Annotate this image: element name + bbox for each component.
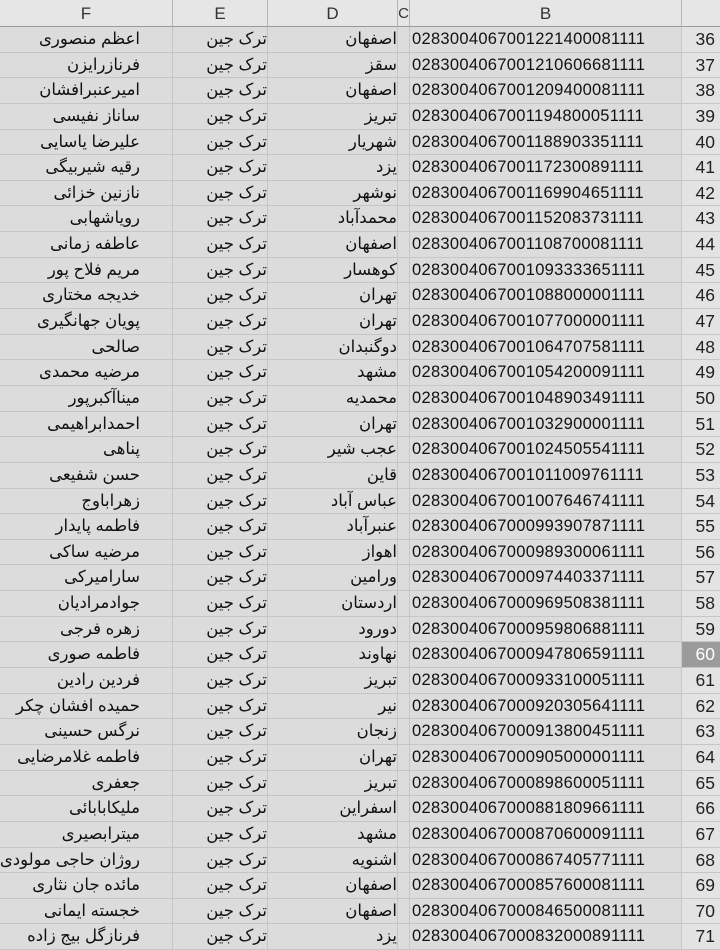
row-number[interactable]: 41	[682, 155, 720, 181]
cell-code[interactable]: 0283004067000881809661111	[410, 796, 682, 822]
cell-city[interactable]: کوهسار	[268, 258, 398, 284]
cell-city[interactable]: اهواز	[268, 540, 398, 566]
table-row	[0, 873, 720, 899]
overflow-indicator	[268, 309, 269, 334]
table-row	[0, 258, 720, 284]
cell-city[interactable]: ورامین	[268, 565, 398, 591]
cell-code[interactable]: 0283004067001188903351111	[410, 130, 682, 156]
cell-name[interactable]: سارامیرکی	[0, 565, 173, 591]
cell-product[interactable]: ترک جین	[173, 386, 268, 412]
row-number[interactable]: 55	[682, 514, 720, 540]
cell-code[interactable]: 0283004067000846500081111	[410, 899, 682, 925]
cell-product[interactable]: ترک جین	[173, 591, 268, 617]
cell-name[interactable]: مائده جان نثاری	[0, 873, 173, 899]
row-number[interactable]: 64	[682, 745, 720, 771]
cell-city[interactable]: اشنویه	[268, 848, 398, 874]
overflow-indicator	[268, 27, 269, 52]
cell-c[interactable]	[398, 642, 410, 668]
cell-product[interactable]: ترک جین	[173, 540, 268, 566]
overflow-indicator	[268, 53, 269, 78]
cell-name[interactable]: نرگس حسینی	[0, 719, 173, 745]
cell-product[interactable]: ترک جین	[173, 27, 268, 53]
row-number[interactable]: 70	[682, 899, 720, 925]
table-row	[0, 617, 720, 643]
cell-city[interactable]: عباس آباد	[268, 489, 398, 515]
column-header-d[interactable]: D	[268, 0, 398, 27]
grid-rows	[0, 27, 720, 950]
cell-product[interactable]: ترک جین	[173, 873, 268, 899]
cell-name[interactable]: مرضیه محمدی	[0, 360, 173, 386]
cell-c[interactable]	[398, 514, 410, 540]
cell-city[interactable]: اصفهان	[268, 873, 398, 899]
cell-product[interactable]: ترک جین	[173, 514, 268, 540]
table-row	[0, 360, 720, 386]
cell-city[interactable]: سقز	[268, 53, 398, 79]
cell-city[interactable]: تبریز	[268, 668, 398, 694]
cell-c[interactable]	[398, 565, 410, 591]
cell-name[interactable]: میترابصیری	[0, 822, 173, 848]
row-number[interactable]: 63	[682, 719, 720, 745]
table-row	[0, 771, 720, 797]
cell-name[interactable]: زهره فرجی	[0, 617, 173, 643]
row-number[interactable]: 68	[682, 848, 720, 874]
cell-name[interactable]: فرنازگل بیج زاده	[0, 924, 173, 950]
row-number[interactable]: 67	[682, 822, 720, 848]
cell-product[interactable]: ترک جین	[173, 181, 268, 207]
cell-c[interactable]	[398, 924, 410, 950]
table-row	[0, 104, 720, 130]
row-number[interactable]: 58	[682, 591, 720, 617]
row-number[interactable]: 51	[682, 412, 720, 438]
row-number[interactable]: 61	[682, 668, 720, 694]
cell-c[interactable]	[398, 155, 410, 181]
cell-city[interactable]: تهران	[268, 745, 398, 771]
cell-product[interactable]: ترک جین	[173, 924, 268, 950]
cell-name[interactable]: جعفری	[0, 771, 173, 797]
cell-code[interactable]: 0283004067001007646741111	[410, 489, 682, 515]
cell-name[interactable]: امیرعنبرافشان	[0, 78, 173, 104]
cell-c[interactable]	[398, 668, 410, 694]
cell-code[interactable]: 0283004067001210606681111	[410, 53, 682, 79]
cell-product[interactable]: ترک جین	[173, 796, 268, 822]
cell-product[interactable]: ترک جین	[173, 360, 268, 386]
cell-c[interactable]	[398, 283, 410, 309]
overflow-indicator	[268, 104, 269, 129]
overflow-indicator	[268, 924, 269, 949]
row-number[interactable]: 52	[682, 437, 720, 463]
cell-c[interactable]	[398, 745, 410, 771]
cell-code[interactable]: 0283004067000993907871111	[410, 514, 682, 540]
overflow-indicator	[268, 437, 269, 462]
cell-c[interactable]	[398, 796, 410, 822]
cell-code[interactable]: 0283004067001209400081111	[410, 78, 682, 104]
cell-product[interactable]: ترک جین	[173, 565, 268, 591]
row-number[interactable]: 66	[682, 796, 720, 822]
cell-city[interactable]: مشهد	[268, 822, 398, 848]
cell-code[interactable]: 0283004067000989300061111	[410, 540, 682, 566]
row-number[interactable]: 43	[682, 206, 720, 232]
table-row	[0, 386, 720, 412]
column-header-f[interactable]: F	[0, 0, 173, 27]
cell-city[interactable]: تبریز	[268, 771, 398, 797]
cell-c[interactable]	[398, 822, 410, 848]
cell-c[interactable]	[398, 463, 410, 489]
row-number[interactable]: 37	[682, 53, 720, 79]
cell-city[interactable]: دوگنبدان	[268, 335, 398, 361]
cell-product[interactable]: ترک جین	[173, 489, 268, 515]
table-row	[0, 335, 720, 361]
row-number[interactable]: 56	[682, 540, 720, 566]
overflow-indicator	[268, 412, 269, 437]
overflow-indicator	[268, 130, 269, 155]
cell-code[interactable]: 0283004067001152083731111	[410, 206, 682, 232]
overflow-indicator	[268, 796, 269, 821]
table-row	[0, 745, 720, 771]
select-all-corner[interactable]	[682, 0, 720, 27]
cell-name[interactable]: میناآکبرپور	[0, 386, 173, 412]
cell-city[interactable]: عجب شیر	[268, 437, 398, 463]
cell-c[interactable]	[398, 232, 410, 258]
row-number[interactable]: 54	[682, 489, 720, 515]
overflow-indicator	[268, 258, 269, 283]
cell-code[interactable]: 0283004067000933100051111	[410, 668, 682, 694]
cell-code[interactable]: 0283004067000898600051111	[410, 771, 682, 797]
cell-city[interactable]: شهریار	[268, 130, 398, 156]
cell-product[interactable]: ترک جین	[173, 719, 268, 745]
table-row	[0, 206, 720, 232]
table-row	[0, 514, 720, 540]
cell-name[interactable]: فردین رادین	[0, 668, 173, 694]
table-row	[0, 155, 720, 181]
cell-city[interactable]: محمدیه	[268, 386, 398, 412]
cell-city[interactable]: نهاوند	[268, 642, 398, 668]
overflow-indicator	[268, 873, 269, 898]
cell-name[interactable]: نازنین خزائی	[0, 181, 173, 207]
cell-name[interactable]: حسن شفیعی	[0, 463, 173, 489]
cell-code[interactable]: 0283004067001064707581111	[410, 335, 682, 361]
row-number[interactable]: 46	[682, 283, 720, 309]
overflow-indicator	[268, 745, 269, 770]
cell-product[interactable]: ترک جین	[173, 668, 268, 694]
cell-c[interactable]	[398, 899, 410, 925]
cell-city[interactable]: اسفراین	[268, 796, 398, 822]
cell-product[interactable]: ترک جین	[173, 155, 268, 181]
cell-code[interactable]: 0283004067001093333651111	[410, 258, 682, 284]
table-row	[0, 283, 720, 309]
row-number[interactable]: 39	[682, 104, 720, 130]
table-row	[0, 642, 720, 668]
table-row	[0, 412, 720, 438]
cell-c[interactable]	[398, 412, 410, 438]
cell-product[interactable]: ترک جین	[173, 617, 268, 643]
row-number[interactable]: 50	[682, 386, 720, 412]
cell-city[interactable]: زنجان	[268, 719, 398, 745]
row-number[interactable]: 71	[682, 924, 720, 950]
table-row	[0, 27, 720, 53]
overflow-indicator	[268, 591, 269, 616]
overflow-indicator	[268, 360, 269, 385]
cell-c[interactable]	[398, 335, 410, 361]
cell-c[interactable]	[398, 540, 410, 566]
cell-name[interactable]: حمیده افشان چکر	[0, 694, 173, 720]
cell-name[interactable]: ملیکابابائی	[0, 796, 173, 822]
cell-city[interactable]: تهران	[268, 309, 398, 335]
cell-product[interactable]: ترک جین	[173, 309, 268, 335]
cell-c[interactable]	[398, 591, 410, 617]
cell-c[interactable]	[398, 386, 410, 412]
overflow-indicator	[268, 232, 269, 257]
cell-code[interactable]: 0283004067000947806591111	[410, 642, 682, 668]
table-row	[0, 181, 720, 207]
cell-c[interactable]	[398, 130, 410, 156]
cell-c[interactable]	[398, 437, 410, 463]
row-number[interactable]: 48	[682, 335, 720, 361]
cell-product[interactable]: ترک جین	[173, 463, 268, 489]
cell-city[interactable]: اصفهان	[268, 78, 398, 104]
table-row	[0, 668, 720, 694]
row-number[interactable]: 45	[682, 258, 720, 284]
cell-product[interactable]: ترک جین	[173, 412, 268, 438]
overflow-indicator	[268, 78, 269, 103]
table-row	[0, 309, 720, 335]
row-number[interactable]: 60	[682, 642, 720, 668]
table-row	[0, 591, 720, 617]
row-number[interactable]: 36	[682, 27, 720, 53]
row-number[interactable]: 69	[682, 873, 720, 899]
cell-code[interactable]: 0283004067001032900001111	[410, 412, 682, 438]
cell-code[interactable]: 0283004067000913800451111	[410, 719, 682, 745]
overflow-indicator	[268, 283, 269, 308]
cell-code[interactable]: 0283004067000920305641111	[410, 694, 682, 720]
cell-city[interactable]: نوشهر	[268, 181, 398, 207]
cell-product[interactable]: ترک جین	[173, 694, 268, 720]
cell-city[interactable]: یزد	[268, 924, 398, 950]
cell-c[interactable]	[398, 258, 410, 284]
cell-c[interactable]	[398, 53, 410, 79]
cell-code[interactable]: 0283004067001011009761111	[410, 463, 682, 489]
cell-c[interactable]	[398, 360, 410, 386]
cell-code[interactable]: 0283004067000974403371111	[410, 565, 682, 591]
cell-city[interactable]: مشهد	[268, 360, 398, 386]
column-header-b[interactable]: B	[410, 0, 682, 27]
table-row	[0, 463, 720, 489]
row-number[interactable]: 65	[682, 771, 720, 797]
cell-product[interactable]: ترک جین	[173, 283, 268, 309]
overflow-indicator	[268, 822, 269, 847]
row-number[interactable]: 44	[682, 232, 720, 258]
cell-code[interactable]: 0283004067001048903491111	[410, 386, 682, 412]
cell-city[interactable]: اصفهان	[268, 899, 398, 925]
cell-name[interactable]: فاطمه غلامرضایی	[0, 745, 173, 771]
cell-c[interactable]	[398, 104, 410, 130]
column-header-e[interactable]: E	[173, 0, 268, 27]
row-number[interactable]: 49	[682, 360, 720, 386]
row-number[interactable]: 57	[682, 565, 720, 591]
row-number[interactable]: 62	[682, 694, 720, 720]
cell-name[interactable]: عاطفه زمانی	[0, 232, 173, 258]
cell-name[interactable]: خجسته ایمانی	[0, 899, 173, 925]
cell-c[interactable]	[398, 719, 410, 745]
cell-name[interactable]: فاطمه پایدار	[0, 514, 173, 540]
cell-c[interactable]	[398, 206, 410, 232]
table-row	[0, 437, 720, 463]
row-number[interactable]: 40	[682, 130, 720, 156]
cell-name[interactable]: علیرضا یاسایی	[0, 130, 173, 156]
cell-c[interactable]	[398, 309, 410, 335]
overflow-indicator	[268, 540, 269, 565]
overflow-indicator	[268, 642, 269, 667]
table-row	[0, 924, 720, 950]
cell-name[interactable]: رقیه شیربیگی	[0, 155, 173, 181]
overflow-indicator	[268, 771, 269, 796]
cell-city[interactable]: اردستان	[268, 591, 398, 617]
table-row	[0, 232, 720, 258]
cell-city[interactable]: یزد	[268, 155, 398, 181]
cell-name[interactable]: مرضیه ساکی	[0, 540, 173, 566]
cell-name[interactable]: روژان حاجی مولودی	[0, 848, 173, 874]
column-header-c[interactable]: C	[398, 0, 410, 27]
cell-product[interactable]: ترک جین	[173, 822, 268, 848]
cell-product[interactable]: ترک جین	[173, 771, 268, 797]
table-row	[0, 489, 720, 515]
cell-code[interactable]: 0283004067000857600081111	[410, 873, 682, 899]
cell-product[interactable]: ترک جین	[173, 899, 268, 925]
cell-code[interactable]: 0283004067000832000891111	[410, 924, 682, 950]
cell-code[interactable]: 0283004067001108700081111	[410, 232, 682, 258]
cell-product[interactable]: ترک جین	[173, 130, 268, 156]
cell-city[interactable]: قاین	[268, 463, 398, 489]
cell-c[interactable]	[398, 617, 410, 643]
cell-name[interactable]: رویاشهابی	[0, 206, 173, 232]
cell-name[interactable]: مریم فلاح پور	[0, 258, 173, 284]
cell-product[interactable]: ترک جین	[173, 437, 268, 463]
cell-c[interactable]	[398, 489, 410, 515]
cell-product[interactable]: ترک جین	[173, 745, 268, 771]
overflow-indicator	[268, 335, 269, 360]
cell-product[interactable]: ترک جین	[173, 335, 268, 361]
cell-city[interactable]: محمدآباد	[268, 206, 398, 232]
row-number[interactable]: 53	[682, 463, 720, 489]
cell-code[interactable]: 0283004067001169904651111	[410, 181, 682, 207]
overflow-indicator	[268, 155, 269, 180]
cell-product[interactable]: ترک جین	[173, 53, 268, 79]
overflow-indicator	[268, 899, 269, 924]
cell-product[interactable]: ترک جین	[173, 206, 268, 232]
cell-name[interactable]: ساناز نفیسی	[0, 104, 173, 130]
overflow-indicator	[268, 565, 269, 590]
row-number[interactable]: 38	[682, 78, 720, 104]
cell-product[interactable]: ترک جین	[173, 104, 268, 130]
cell-code[interactable]: 0283004067000867405771111	[410, 848, 682, 874]
cell-c[interactable]	[398, 27, 410, 53]
cell-c[interactable]	[398, 771, 410, 797]
cell-code[interactable]: 0283004067001088000001111	[410, 283, 682, 309]
table-row	[0, 78, 720, 104]
overflow-indicator	[268, 668, 269, 693]
table-row	[0, 719, 720, 745]
table-row	[0, 796, 720, 822]
cell-name[interactable]: فرنازرایزن	[0, 53, 173, 79]
cell-c[interactable]	[398, 78, 410, 104]
cell-city[interactable]: نیر	[268, 694, 398, 720]
table-row	[0, 822, 720, 848]
cell-name[interactable]: فاطمه صوری	[0, 642, 173, 668]
cell-c[interactable]	[398, 848, 410, 874]
cell-city[interactable]: تهران	[268, 412, 398, 438]
overflow-indicator	[268, 514, 269, 539]
cell-code[interactable]: 0283004067000870600091111	[410, 822, 682, 848]
table-row	[0, 694, 720, 720]
cell-city[interactable]: تهران	[268, 283, 398, 309]
overflow-indicator	[268, 386, 269, 411]
cell-product[interactable]: ترک جین	[173, 848, 268, 874]
cell-city[interactable]: تبریز	[268, 104, 398, 130]
overflow-indicator	[268, 694, 269, 719]
cell-city[interactable]: عنبرآباد	[268, 514, 398, 540]
overflow-indicator	[268, 463, 269, 488]
overflow-indicator	[268, 489, 269, 514]
overflow-indicator	[268, 181, 269, 206]
overflow-indicator	[268, 848, 269, 873]
cell-code[interactable]: 0283004067001194800051111	[410, 104, 682, 130]
cell-name[interactable]: خدیجه مختاری	[0, 283, 173, 309]
table-row	[0, 130, 720, 156]
cell-name[interactable]: صالحی	[0, 335, 173, 361]
cell-code[interactable]: 0283004067000905000001111	[410, 745, 682, 771]
cell-product[interactable]: ترک جین	[173, 642, 268, 668]
cell-name[interactable]: پناهی	[0, 437, 173, 463]
row-number[interactable]: 42	[682, 181, 720, 207]
cell-c[interactable]	[398, 181, 410, 207]
row-number[interactable]: 59	[682, 617, 720, 643]
cell-name[interactable]: جوادمرادیان	[0, 591, 173, 617]
table-row	[0, 53, 720, 79]
cell-c[interactable]	[398, 873, 410, 899]
cell-code[interactable]: 0283004067001077000001111	[410, 309, 682, 335]
cell-product[interactable]: ترک جین	[173, 78, 268, 104]
cell-code[interactable]: 0283004067001172300891111	[410, 155, 682, 181]
table-row	[0, 848, 720, 874]
cell-name[interactable]: پویان جهانگیری	[0, 309, 173, 335]
cell-name[interactable]: زهراباوج	[0, 489, 173, 515]
cell-name[interactable]: اعظم منصوری	[0, 27, 173, 53]
cell-city[interactable]: دورود	[268, 617, 398, 643]
table-row	[0, 899, 720, 925]
cell-code[interactable]: 0283004067000969508381111	[410, 591, 682, 617]
cell-c[interactable]	[398, 694, 410, 720]
cell-code[interactable]: 0283004067000959806881111	[410, 617, 682, 643]
cell-city[interactable]: اصفهان	[268, 232, 398, 258]
cell-code[interactable]: 0283004067001054200091111	[410, 360, 682, 386]
table-row	[0, 540, 720, 566]
table-row	[0, 565, 720, 591]
cell-code[interactable]: 0283004067001024505541111	[410, 437, 682, 463]
cell-product[interactable]: ترک جین	[173, 232, 268, 258]
cell-product[interactable]: ترک جین	[173, 258, 268, 284]
row-number[interactable]: 47	[682, 309, 720, 335]
cell-name[interactable]: احمدابراهیمی	[0, 412, 173, 438]
cell-city[interactable]: اصفهان	[268, 27, 398, 53]
cell-code[interactable]: 0283004067001221400081111	[410, 27, 682, 53]
overflow-indicator	[268, 617, 269, 642]
overflow-indicator	[268, 206, 269, 231]
overflow-indicator	[268, 719, 269, 744]
